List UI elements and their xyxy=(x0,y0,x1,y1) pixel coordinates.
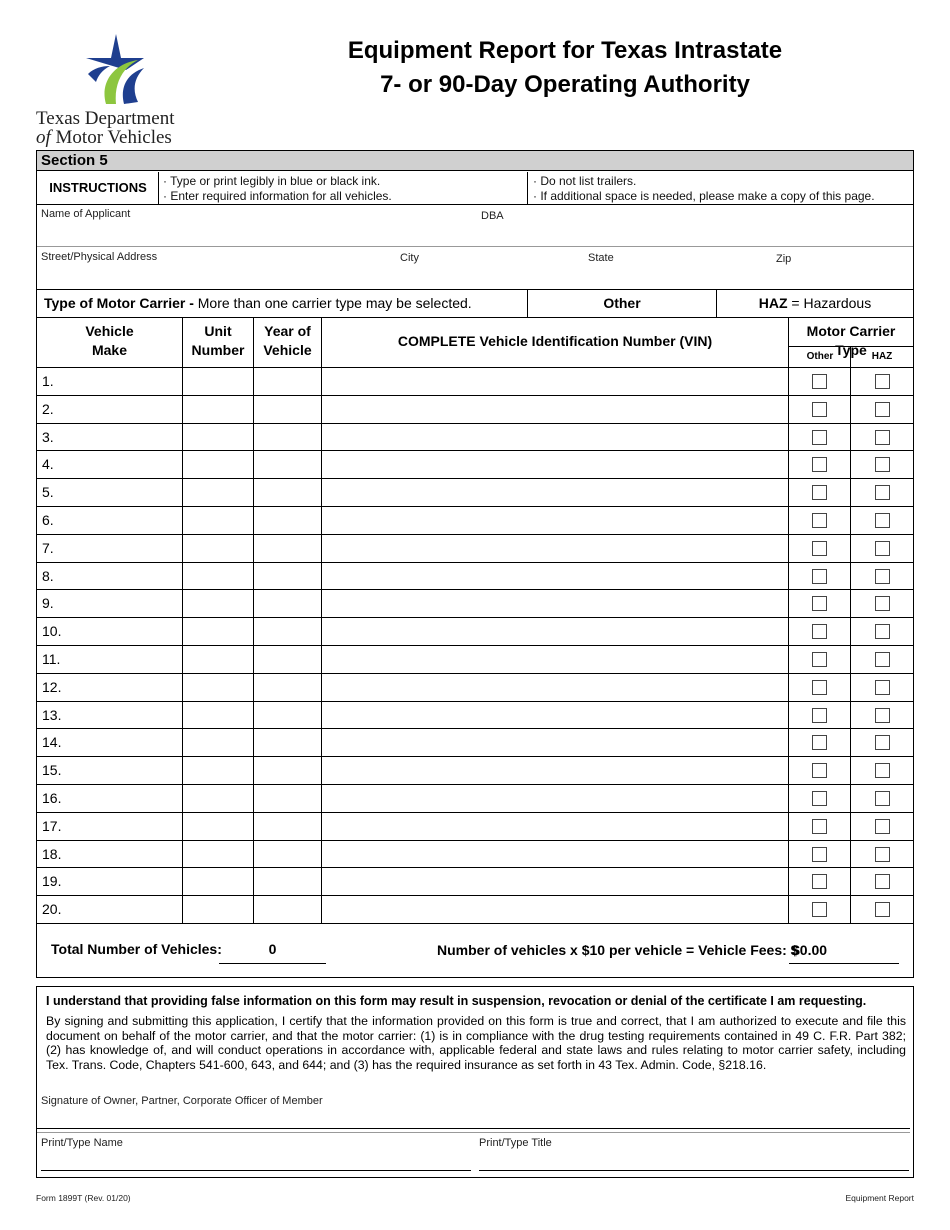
haz-checkbox[interactable] xyxy=(875,874,890,889)
vin-cell[interactable] xyxy=(322,757,787,783)
unit-number-cell[interactable] xyxy=(183,507,252,533)
other-checkbox[interactable] xyxy=(812,624,827,639)
haz-checkbox[interactable] xyxy=(875,624,890,639)
zip-label: Zip xyxy=(776,253,792,265)
vehicle-make-cell[interactable] xyxy=(61,424,181,450)
row-number: 11. xyxy=(42,651,61,667)
row-number: 16. xyxy=(42,790,62,806)
carrier-haz-legend: HAZ = Hazardous xyxy=(758,295,872,311)
other-checkbox[interactable] xyxy=(812,735,827,750)
col-vehicle-make: Vehicle Make xyxy=(85,323,134,358)
vehicle-make-cell[interactable] xyxy=(61,535,181,561)
page-footer-label: Equipment Report xyxy=(845,1193,914,1203)
unit-number-cell[interactable] xyxy=(183,479,252,505)
applicant-name-label: Name of Applicant xyxy=(41,208,131,220)
address-label: Street/Physical Address xyxy=(41,251,158,263)
vin-cell[interactable] xyxy=(322,368,787,394)
vin-cell[interactable] xyxy=(322,729,787,755)
row-number: 19. xyxy=(42,873,62,890)
other-checkbox[interactable] xyxy=(812,874,827,889)
vin-cell[interactable] xyxy=(322,841,787,867)
row-number: 10. xyxy=(42,623,62,640)
vin-cell[interactable] xyxy=(322,813,787,839)
row-number: 14. xyxy=(42,734,62,751)
vin-cell[interactable] xyxy=(322,479,787,505)
haz-checkbox[interactable] xyxy=(875,847,890,862)
vin-cell[interactable] xyxy=(322,590,787,616)
other-checkbox[interactable] xyxy=(812,513,827,528)
other-checkbox[interactable] xyxy=(812,791,827,806)
year-cell[interactable] xyxy=(254,646,320,672)
city-label: City xyxy=(400,252,419,264)
haz-checkbox[interactable] xyxy=(875,596,890,611)
unit-number-cell[interactable] xyxy=(183,841,252,867)
row-number: 18. xyxy=(42,845,62,862)
vehicle-make-cell[interactable] xyxy=(61,729,181,755)
vehicle-make-cell[interactable] xyxy=(61,896,181,922)
instructions-right: · Do not list trailers. · If additional space is needed, please make a copy of this page. xyxy=(533,174,875,203)
other-checkbox[interactable] xyxy=(812,374,827,389)
haz-checkbox[interactable] xyxy=(875,902,890,917)
col-type-haz: HAZ xyxy=(871,351,893,362)
other-checkbox[interactable] xyxy=(812,596,827,611)
vin-cell[interactable] xyxy=(322,674,787,700)
row-number: 1. xyxy=(42,373,54,389)
haz-checkbox[interactable] xyxy=(875,485,890,500)
haz-checkbox[interactable] xyxy=(875,791,890,806)
year-cell[interactable] xyxy=(254,479,320,505)
haz-checkbox[interactable] xyxy=(875,402,890,417)
other-checkbox[interactable] xyxy=(812,402,827,417)
unit-number-cell[interactable] xyxy=(183,563,252,589)
vehicle-make-cell[interactable] xyxy=(61,590,181,616)
vin-cell[interactable] xyxy=(322,868,787,894)
haz-checkbox[interactable] xyxy=(875,430,890,445)
col-year: Year of Vehicle xyxy=(263,323,312,358)
col-type-other: Other xyxy=(806,351,834,362)
vin-cell[interactable] xyxy=(322,563,787,589)
vehicle-make-cell[interactable] xyxy=(61,396,181,422)
other-checkbox[interactable] xyxy=(812,708,827,723)
other-checkbox[interactable] xyxy=(812,680,827,695)
unit-number-cell[interactable] xyxy=(183,424,252,450)
false-info-warning: I understand that providing false information on this form may result in suspension, revocation or denial of the certificate I am requesting. xyxy=(46,994,867,1008)
txdmv-logo xyxy=(36,34,196,148)
unit-number-cell[interactable] xyxy=(183,896,252,922)
other-checkbox[interactable] xyxy=(812,569,827,584)
instructions-left: · Type or print legibly in blue or black ink. · Enter required information for all vehicles. xyxy=(163,174,392,203)
haz-checkbox[interactable] xyxy=(875,652,890,667)
vin-cell[interactable] xyxy=(322,424,787,450)
state-label: State xyxy=(588,252,614,264)
vin-cell[interactable] xyxy=(322,896,787,922)
year-cell[interactable] xyxy=(254,590,320,616)
year-cell[interactable] xyxy=(254,424,320,450)
other-checkbox[interactable] xyxy=(812,819,827,834)
row-number: 13. xyxy=(42,706,62,723)
haz-checkbox[interactable] xyxy=(875,569,890,584)
page-title: Equipment Report for Texas Intrastate 7- or 90-Day Operating Authority xyxy=(347,37,783,98)
certification-text: By signing and submitting this application, I certify that the information provided on this form is true and correct, that I am authorized to execute and file this document on behalf of the motor carrier, and that the motor carrier: (1) is in compliance with the drug testing requirements contained in 49 C. F.R. Part 382; (2) has knowledge of, and will conduct operations in accordance with, applicable federal and state laws and rules relating to motor carrier safety, including Tex. Trans. Code, Chapters 541-600, 643, and 644; and (3) has the required insurance as set forth in 43 Tex. Admin. Code, §218.16. xyxy=(46,1014,906,1072)
signature-field[interactable] xyxy=(37,1108,913,1128)
other-checkbox[interactable] xyxy=(812,485,827,500)
row-number: 8. xyxy=(42,567,54,584)
haz-checkbox[interactable] xyxy=(875,374,890,389)
unit-number-cell[interactable] xyxy=(183,618,252,644)
section-header: Section 5 xyxy=(37,151,913,171)
year-cell[interactable] xyxy=(254,563,320,589)
vin-cell[interactable] xyxy=(322,507,787,533)
year-cell[interactable] xyxy=(254,674,320,700)
form-number: Form 1899T (Rev. 01/20) xyxy=(36,1193,131,1203)
haz-checkbox[interactable] xyxy=(875,513,890,528)
agency-name-line1: Texas Department xyxy=(36,108,175,129)
year-cell[interactable] xyxy=(254,702,320,728)
vin-cell[interactable] xyxy=(322,702,787,728)
vin-cell[interactable] xyxy=(322,618,787,644)
year-cell[interactable] xyxy=(254,896,320,922)
year-cell[interactable] xyxy=(254,785,320,811)
row-number: 9. xyxy=(42,595,54,612)
other-checkbox[interactable] xyxy=(812,457,827,472)
other-checkbox[interactable] xyxy=(812,763,827,778)
total-vehicles-value[interactable]: 0 xyxy=(219,941,326,964)
row-number: 5. xyxy=(42,484,54,501)
total-vehicles-label: Total Number of Vehicles: xyxy=(51,941,222,957)
vin-cell[interactable] xyxy=(322,451,787,477)
other-checkbox[interactable] xyxy=(812,541,827,556)
vehicle-make-cell[interactable] xyxy=(61,813,181,839)
haz-checkbox[interactable] xyxy=(875,763,890,778)
haz-checkbox[interactable] xyxy=(875,819,890,834)
vehicle-make-cell[interactable] xyxy=(61,702,181,728)
vin-cell[interactable] xyxy=(322,396,787,422)
vehicle-make-cell[interactable] xyxy=(61,507,181,533)
instructions-label: INSTRUCTIONS xyxy=(49,180,147,195)
unit-number-cell[interactable] xyxy=(183,451,252,477)
year-cell[interactable] xyxy=(254,813,320,839)
unit-number-cell[interactable] xyxy=(183,535,252,561)
haz-checkbox[interactable] xyxy=(875,680,890,695)
vehicle-make-cell[interactable] xyxy=(61,757,181,783)
year-cell[interactable] xyxy=(254,535,320,561)
unit-number-cell[interactable] xyxy=(183,813,252,839)
year-cell[interactable] xyxy=(254,451,320,477)
row-number: 3. xyxy=(42,428,54,445)
vehicle-make-cell[interactable] xyxy=(61,646,181,672)
carrier-other-legend: Other xyxy=(603,295,641,311)
year-cell[interactable] xyxy=(254,396,320,422)
year-cell[interactable] xyxy=(254,729,320,755)
year-cell[interactable] xyxy=(254,507,320,533)
unit-number-cell[interactable] xyxy=(183,757,252,783)
row-number: 17. xyxy=(42,817,62,834)
unit-number-cell[interactable] xyxy=(183,785,252,811)
col-unit-number: Unit Number xyxy=(191,323,245,358)
row-number: 6. xyxy=(42,512,54,528)
vehicle-make-cell[interactable] xyxy=(61,563,181,589)
signature-label: Signature of Owner, Partner, Corporate Officer of Member xyxy=(41,1095,323,1107)
year-cell[interactable] xyxy=(254,618,320,644)
year-cell[interactable] xyxy=(254,868,320,894)
vehicle-fees-value[interactable]: $0.00 xyxy=(789,942,899,964)
row-number: 15. xyxy=(42,762,62,779)
unit-number-cell[interactable] xyxy=(183,868,252,894)
unit-number-cell[interactable] xyxy=(183,729,252,755)
address-field[interactable] xyxy=(37,265,913,289)
dba-label: DBA xyxy=(481,210,504,222)
year-cell[interactable] xyxy=(254,368,320,394)
other-checkbox[interactable] xyxy=(812,902,827,917)
vin-cell[interactable] xyxy=(322,535,787,561)
vehicle-make-cell[interactable] xyxy=(61,479,181,505)
haz-checkbox[interactable] xyxy=(875,541,890,556)
vehicle-make-cell[interactable] xyxy=(61,451,181,477)
other-checkbox[interactable] xyxy=(812,430,827,445)
vehicle-make-cell[interactable] xyxy=(61,785,181,811)
print-name-field[interactable] xyxy=(41,1152,471,1171)
vehicle-make-cell[interactable] xyxy=(61,868,181,894)
year-cell[interactable] xyxy=(254,841,320,867)
vin-cell[interactable] xyxy=(322,785,787,811)
vehicle-make-cell[interactable] xyxy=(61,674,181,700)
applicant-name-field[interactable] xyxy=(37,222,913,246)
print-title-label: Print/Type Title xyxy=(479,1137,552,1149)
vehicle-make-cell[interactable] xyxy=(61,618,181,644)
unit-number-cell[interactable] xyxy=(183,702,252,728)
row-number: 4. xyxy=(42,456,54,473)
unit-number-cell[interactable] xyxy=(183,368,252,394)
other-checkbox[interactable] xyxy=(812,652,827,667)
col-motor-carrier-type: Motor Carrier Type xyxy=(806,323,896,358)
unit-number-cell[interactable] xyxy=(183,590,252,616)
print-title-field[interactable] xyxy=(479,1152,909,1171)
star-logo-icon xyxy=(74,34,154,106)
row-number: 2. xyxy=(42,400,54,417)
vehicle-make-cell[interactable] xyxy=(61,368,181,394)
col-vin: COMPLETE Vehicle Identification Number (VIN) xyxy=(397,333,713,349)
unit-number-cell[interactable] xyxy=(183,396,252,422)
row-number: 7. xyxy=(42,539,54,556)
unit-number-cell[interactable] xyxy=(183,674,252,700)
other-checkbox[interactable] xyxy=(812,847,827,862)
row-number: 20. xyxy=(42,901,62,918)
haz-checkbox[interactable] xyxy=(875,708,890,723)
row-number: 12. xyxy=(42,678,62,695)
haz-checkbox[interactable] xyxy=(875,735,890,750)
haz-checkbox[interactable] xyxy=(875,457,890,472)
vin-cell[interactable] xyxy=(322,646,787,672)
year-cell[interactable] xyxy=(254,757,320,783)
carrier-type-label: Type of Motor Carrier - More than one carrier type may be selected. xyxy=(44,295,472,311)
vehicle-make-cell[interactable] xyxy=(61,841,181,867)
agency-name-line2: of Motor Vehicles xyxy=(36,127,172,148)
vehicle-fees-label: Number of vehicles x $10 per vehicle = Vehicle Fees: $ xyxy=(437,942,799,958)
print-name-label: Print/Type Name xyxy=(41,1137,123,1149)
unit-number-cell[interactable] xyxy=(183,646,252,672)
